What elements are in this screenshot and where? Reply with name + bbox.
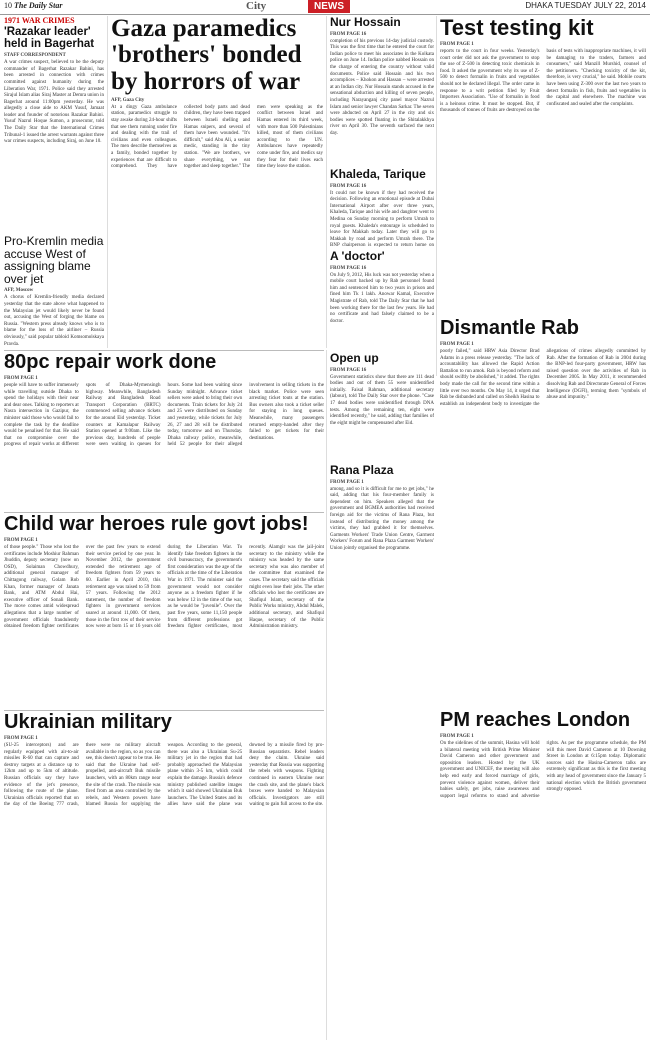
article-ukrainian-military — [4, 712, 324, 1036]
article-dateline: FROM PAGE 1 — [440, 42, 474, 48]
paper-name: The Daily Star — [14, 1, 63, 10]
article-body: reports to the court in four weeks. Yesterday's court order did not ask the government to stop the use of Z-500 in detecting toxic chemicals in food. It asked the government why its use of Z-500 to detect formalin in fruits and vegetables should not be declared illegal. The order came in response to a writ petition filed by Fruit Importers Association. "Use of formalin in food is a heinous crime. It must be stopped. But, if thousands of tonnes of fruits are destroyed on the basis of tests with inappropriate machines, it will be damaging to the traders, farmers and consumers," said Manzill Murshid, counsel of the petitioners. "Checking toxicity of the kit, therefore, is very crucial," he said. Mobile courts have been using Z-300 over the last two years to detect formalin in fish, fruits and vegetables in the capital and elsewhere. The machine was confiscated and sealed after the complaints. — [440, 49, 646, 114]
article-headline: Pro-Kremlin media accuse West of assigning blame over jet — [4, 235, 104, 286]
article-body: completion of his previous 14-day judicial custody. This was the first time that he entered the court for Indian police to meet his associates in the Kolkata police on June 14. Indian police nabbed Hossain on the charge of entering the country without valid documents. Police said Hossain and his two accomplices – Khokon and Hassan – were arrested at an Indian city. Nur Hossain stands accused in the sensational abduction and killing of seven people, including Narayanganj city panel mayor Nazrul Islam and senior lawyer Chandan Sarkar. The seven were abducted on April 27 in the city and six bodies were spotted floating in the Shitalakkhya river on April 30. The seventh surfaced the next day. — [330, 38, 434, 136]
article-headline: 'Razakar leader' held in Bagerhat — [4, 26, 95, 51]
article-body: poorly failed," said HRW Asia Director Brad Adams in a press release yesterday. "The lack of accountability has allowed the Rapid Action Battalion to run amok. Rab is beyond reform and should swiftly be abolished," it added. The rights body made the call for the second time within a little over two months. On May 14, it urged that Rab be disbanded and called on Sheikh Hasina to establish an independent body to investigate the allegations of crimes allegedly committed by Rab. After the formation of Rab in 2004 during the BNP-led four-party government, HRW has raised question over the activities of Rab in December 2005. In May 2011, it recommended dissolving Rab and Directorate General of Forces Intelligence (DGFI), terming them "symbols of abuse and impunity." — [440, 349, 646, 407]
article-dateline: FROM PAGE 1 — [4, 538, 38, 543]
section-divider — [4, 512, 324, 513]
news-tag: NEWS — [308, 0, 350, 13]
article-dateline: FROM PAGE 16 — [330, 183, 367, 189]
column-rule — [107, 16, 108, 348]
article-dateline: FROM PAGE 16 — [330, 31, 367, 37]
article-body: A war crimes suspect, believed to be the deputy commander of Bagerhat Razakar Bahini, has been arrested in connection with crimes committed against humanity during the Liberation War, 1971. Police said they arrested Sirajul Islam alias Siraj Master at Demra union in Bagerhat around 11:00pm yesterday. He was allegedly a close aide to AKM Yusuf, Jamaat leader and founder of notorious Razakar Bahini. Yusuf Nazrul Hoque Sumon, a prosecutor, told The Daily Star that the International Crimes Tribunal-1 issued the arrest warrants against three war crimes suspects, including Siraj, on June 10. — [4, 60, 104, 145]
article-headline: Gaza paramedics 'brothers' bonded by horrors of war — [111, 16, 302, 95]
article-headline: Ukrainian military — [4, 712, 172, 733]
article-body: At a dingy Gaza ambulance station, paramedics struggle to stay awake during 24-hour shifts that see them running under fire and dealing with the trail of civilians and even colleagues. The men describe themselves as a family, bonded together by experiences that are difficult to comprehend. They have collected body parts and dead children, they have been trapped between Israeli shelling and Hamas snipers, and several of them have been wounded. "It's difficult," said Abu Ali, a senior medic, standing in the tiny station. "We are brothers, we share everything, we eat together and sleep together." The men were speaking as the conflict between Israel and Hamas entered its third week, with more than 500 Palestinians killed, most of them civilians according to the UN. Ambulances have repeatedly come under fire, and medics say they fear for their lives each time they leave the station. — [111, 104, 323, 170]
article-headline: PM reaches London — [440, 710, 631, 731]
article-dismantle-rab — [440, 318, 646, 690]
article-war-crimes — [4, 16, 104, 234]
article-headline: Test testing kit — [440, 16, 594, 40]
article-child-war-heroes — [4, 514, 324, 710]
article-khaleda — [330, 168, 434, 248]
article-dateline: FROM PAGE 1 — [440, 342, 474, 347]
article-headline: Rana Plaza — [330, 464, 394, 477]
article-body: On July 9, 2012, His luck was not yesterday when a mobile court backed up by Rab personnel found him and sentenced him to two years in prison and fined him Tk 1 lakh. Anowar Kamal, Executive Magistrate of Rab, told The Daily Star that he had been working there for the last few years. He had no certificate and had falsely claimed to be a doctor. — [330, 272, 434, 324]
article-headline: Khaleda, Tarique — [330, 168, 426, 181]
article-kicker: 1971 WAR CRIMES — [4, 16, 75, 25]
article-test-kit — [440, 16, 646, 316]
article-nur-hossain — [330, 16, 434, 166]
article-body: people will have to suffer immensely while travelling outside Dhaka to spend the holidays with their near and dear ones. Talking to reporters at Nasra intersection in Gazipur, the minister said those who would fail to complete the task by the deadline would be penalised for that. He said that no compromise over the progress of repair works at different spots of Dhaka-Mymensingh highway. Meanwhile, Bangladesh Railway and Bangladesh Road Transport Corporation (BRTC) commenced selling advance tickets for the around Eid yesterday. Ticket counters at Kamalapur Railway Station opened at 9:00am. Like the previous day, hundreds of people were seen waiting in queues for hours. Some had been waiting since Sunday midnight. Advance ticket sellers were asked to bring their own documents. Train tickets for July 24 and 25 were distributed on Sunday and yesterday, while tickets for July 26, 27 and 28 will be distributed today, tomorrow and on Thursday. Dhaka railway police, meanwhile, held 52 people for their alleged involvement in selling tickets in the black market. Police were seen arresting ticket touts at the station. Bus owners also took a ticket seller for staying in long queues. Meanwhile, many passengers returned empty-handed after they failed to get tickets for their destinations. — [4, 383, 324, 448]
article-body: A chorus of Kremlin-friendly media declared yesterday that the state above what happened to the Malaysian jet would likely never be found out, accusing the West of forging the blame on Russia. "Western press already knows who is to blame for the loss of the airliner – Russia obviously," said popular tabloid Komsomolskaya Pravda. — [4, 295, 104, 347]
column-rule — [436, 16, 437, 376]
section-divider — [4, 350, 324, 351]
section-divider — [4, 710, 324, 711]
article-headline: A 'doctor' — [330, 250, 385, 263]
article-byline: STAFF CORRESPONDENT — [4, 53, 66, 59]
article-body: On the sidelines of the summit, Hasina will hold a bilateral meeting with British Prime Minister David Cameron and other government and opposition leaders. Hosted by the UK government and UNICEF, the meeting will also help end early and forced marriage of girls, prevent violence against women, deliver their babies safely, get jobs, raise awareness and support legal reforms to stand and advertise rights. As per the programme schedule, the PM will this meet David Cameron at 10 Downing Street in London at 6:15pm today. Diplomatic sources said the Hasina-Cameron talks are extremely significant as this is the first meeting with any head of government since the January 5 national election which the British government strongly opposed. — [440, 741, 646, 799]
article-dateline: FROM PAGE 1 — [4, 376, 38, 381]
article-body: among, and so it is difficult for me to get jobs," he said, adding that his four-member family is dependent on him. Speakers alleged that the government and BGMEA authorities had received foreign aid for the victims of Rana Plaza, but instead of distributing the money among the victims, they had grabbed it for themselves. Garments Workers' Trade Union Centre, Garment Workers' Forum and Rana Plaza Garment Workers' Union jointly organised the programme. — [330, 486, 434, 551]
dateline: DHAKA TUESDAY JULY 22, 2014 — [525, 1, 646, 10]
article-dateline: FROM PAGE 1 — [4, 736, 38, 741]
article-headline: Nur Hossain — [330, 16, 401, 29]
article-byline: AFP, Gaza City — [111, 97, 145, 103]
article-headline: 80pc repair work done — [4, 352, 217, 373]
article-body: of those people." Those who lost the certificates include Moshiur Rahman Jhuddin, deputy secretary (now on OSD), Solaiman Chowdhury, additional general manager of Chittagong railway, Golam Rob Khan, former manager of Janata Bank, and ATM Abdul Hai, executive officer of Sonali Bank. The move comes amid widespread allegations that a large number of government officials fraudulently obtained freedom fighter certificates over the past few years to extend their service period by one year. In November 2012, the government extended the retirement age of freedom fighters from 59 years to 60. Earlier in April 2010, this retirement age was raised to 59 from 57 years. Following the 2012 statement, the number of freedom fighters in government services soared at around 11,000. Of them, those in the first row of their service now were at born 15 or 16 years old during the Liberation War. To identify fake freedom fighters in the civil bureaucracy, the government's first consideration was the age of the officials at the time of the Liberation War in 1971. The minister said the government would not consider anyone as a freedom fighter if he was below 12 in the time of the war, as he would be "juvenile". Over the past five years, some 11,150 people from different professions got freedom fighter certificates, most recently. Alamgir was the jail-joint secretary to the ministry while the ministry was headed by the same secretary who was also member of the committee that examined the cases. The secretary said the officials might even lose their jobs. The other officials who lost the certificates are Shafiqul Islam, secretary of the Public Works ministry, Abdul Malek, additional secretary, and Shafiqul Haque, secretary of the Public Administration ministry. — [4, 545, 324, 630]
article-dateline: FROM PAGE 1 — [330, 479, 364, 485]
article-open-up — [330, 352, 434, 462]
article-body: Government statistics show that there are 111 dead bodies and out of them 55 were unidentified initially. Faisal Rahman, additional secretary (labour), told The Daily Star over the phone. "Case 17 dead bodies were unidentified through DNA tests. Among the remaining ten, eight were identified recently," he said, adding that families of the eight might be compensated after Eid. — [330, 374, 434, 426]
article-body: It could not be known if they had received the decision. Following an emotional episode at Dubai International Airport after over three years, Khaleda, Tarique and his wife and daughter went to Medina on Sunday morning to perform Umrah to royal guests. Khaleda's entourage is scheduled to leave for Makkah today. Later they will go to Makkah by road and perform Umrah there. The BNP chairperson is expected to return home on — [330, 190, 434, 248]
section-name: City — [246, 0, 267, 12]
article-gaza — [111, 16, 323, 348]
article-byline: AFP, Moscow — [4, 288, 34, 294]
column-rule — [326, 16, 327, 348]
masthead-left — [4, 1, 62, 10]
article-repair-work — [4, 352, 324, 510]
column-rule — [326, 710, 327, 1040]
article-headline: Dismantle Rab — [440, 318, 579, 339]
page-masthead — [0, 0, 650, 15]
article-headline: Open up — [330, 352, 379, 365]
page-number: 10 — [4, 1, 12, 10]
article-pm-london — [440, 710, 646, 1036]
article-headline: Child war heroes rule govt jobs! — [4, 514, 309, 535]
article-dateline: FROM PAGE 16 — [330, 367, 367, 373]
article-rana-plaza — [330, 464, 434, 708]
article-pro-kremlin — [4, 235, 104, 348]
article-doctor — [330, 250, 434, 350]
article-body: (SU-25 interceptors) and are regularly equipped with air-to-air missiles R-60 that can capture and destroy targets at a distance up to 12km and up to 5km of altitude. Russian officials say they have evidence of the jet's presence, following the route of the plane. Ukrainian officials reported that on the day of the Boeing 777 crash, there were no military aircraft available in the region, so as you can see, this doesn't appear to be true. He said that the Ukraine had self-propelled, anti-aircraft Buk missile launchers, with an 80km range near the site of the crash. The missile was fired from an area controlled by the rebels, and Western powers have blamed Russia for supplying the weapon. According to the general, there was also a Ukrainian Su-25 military jet in the region that had probably approached the Malaysian plane within 3-5 km, which could explain the damage. Russia's defence ministry published satellite images which it said showed Ukrainian Buk launchers. The United States and its allies have said the plane was downed by a missile fired by pro-Russian separatists. Rebel leaders deny the claim. Ukraine said yesterday that Russia was supporting the rebels with weapons. Fighting continued in eastern Ukraine near the crash site, and the plane's black boxes were handed to Malaysian officials. Investigators are still waiting to gain full access to the site. — [4, 743, 324, 808]
column-rule — [326, 350, 327, 710]
article-dateline: FROM PAGE 16 — [330, 265, 367, 271]
article-dateline: FROM PAGE 1 — [440, 734, 474, 739]
